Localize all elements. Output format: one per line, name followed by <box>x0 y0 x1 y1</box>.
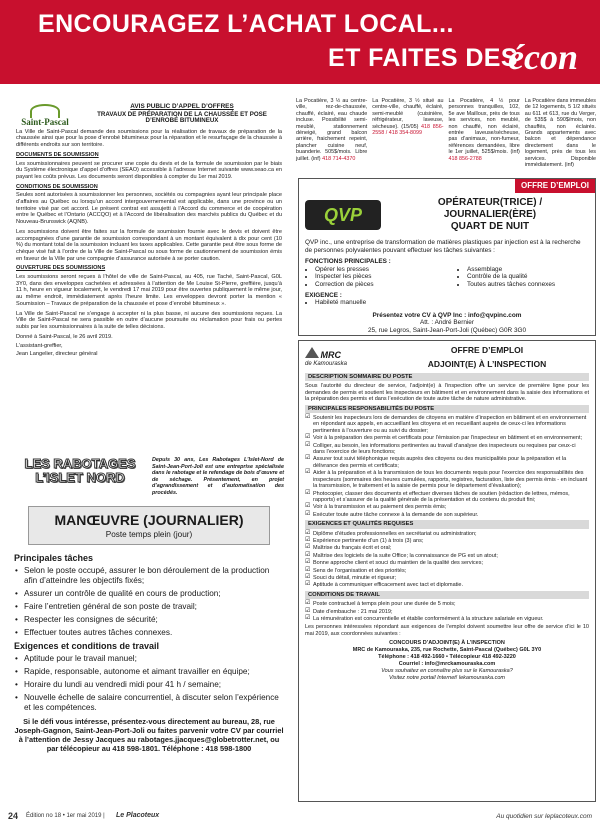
qvp-requirement-heading: EXIGENCE : <box>305 291 342 299</box>
qvp-functions-left: • Opérer les presses • Inspecter les pièces • Correction de pièces <box>305 266 437 289</box>
banner-line-1: ENCOURAGEZ L’ACHAT LOCAL... <box>38 10 454 38</box>
classified-item: La Pocatière, 3 ½ situé au centre-ville, chauffé, éclairé, semi-meublé (cuisinière, réfrigérateur, laveuse, sécheuse). (15/05) 418 856-2558 / 418 354-8099 <box>372 98 444 137</box>
paper-name: Le Placoteux <box>116 812 160 819</box>
notice-subtitle: TRAVAUX DE PRÉPARATION DE LA CHAUSSÉE ET POSE D’ENROBÉ BITUMINEUX <box>97 110 267 125</box>
notice-date: Donné à Saint-Pascal, le 26 avril 2019. <box>16 333 113 340</box>
mrc-email[interactable]: Courriel : info@mrckamouraska.com <box>398 661 496 668</box>
tasks-list: • Selon le poste occupé, assurer le bon déroulement de la production afin d’atteindre les objectifs fixés; • Assurer un contrôle de qualité en cours de production; • Faire l’entretien général de son poste de travail; • Respecter les consignes de sécurité; • Effectuer toutes autres tâches connexes. <box>14 566 284 638</box>
qvp-contact-email: Présentez votre CV à QVP Inc : info@qvpinc.com <box>372 311 522 319</box>
opening-heading: OUVERTURE DES SOUMISSIONS <box>16 265 106 272</box>
qvp-intro: QVP inc., une entreprise de transformation de matières plastiques par injection est à la recherche de personnes polyvalentes pouvant effectuer les tâches suivantes : <box>305 239 581 254</box>
mrc-promo-question: Vous souhaitez en connaître plus sur le Kamouraska? <box>381 668 513 675</box>
mrc-cond-heading: CONDITIONS DE TRAVAIL <box>305 591 589 599</box>
requirements-list: • Aptitude pour le travail manuel; • Rapide, responsable, autonome et aimant travailler en équipe; • Horaire du lundi au vendredi midi pour 41 h / semaine; • Nouvelle échelle de salaire concurrentiel, à discuter selon l’expérience et les compétences. <box>14 654 284 713</box>
classified-item: La Pocatière dans immeubles de 12 logements, 5 1/2 situés au 611 et 613, rue du Verger, de 535$ à 590$/mois, non chauffés, non éclairés. Grands appartements avec balcon et dépendance directement dans le logement, près de tous les services. Disponible immédiatement. (inf) <box>524 98 596 169</box>
rabotages-contact: Si le défi vous intéresse, présentez-vous directement au bureau, 28, rue Joseph-Gagnon, Saint-Jean-Port-Joli ou faites parvenir votre CV par courriel à l’attention de Jessy Jacques au rabotages.jjacques@globetrotter.net, ou par télécopieur au 418 598-1801. Téléphone : 418 598-1800 <box>14 717 284 753</box>
rabotages-title: MANŒUVRE (JOURNALIER) <box>54 512 244 528</box>
notice-title: AVIS PUBLIC D’APPEL D’OFFRES <box>130 103 234 110</box>
mountain-icon <box>305 347 319 358</box>
qvp-contact-attention: Att. : André Bernier <box>420 319 474 327</box>
mrc-desc-heading: DESCRIPTION SOMMAIRE DU POSTE <box>305 373 589 381</box>
qvp-requirement: • Habileté manuelle <box>305 299 589 307</box>
conditions-text: Seules sont autorisées à soumissionner les personnes, sociétés ou compagnies ayant leur principale place d’affaires au Québec ou lorsqu’un accord intergouvernemental est applicable, dans une province ou un territoire visé par cet accord. Le présent contrat est assujetti à l’Accord du commerce et de coopération entre le Québec et l’Ontario (ACCQO) et à l’Accord de libéralisation des marchés publics du Québec et du Nouveau-Brunswick (AQNB). <box>16 192 282 226</box>
classified-item: La Pocatière, 4 ½ pour personnes tranquilles, 102, 5e ave Mailloux, près de tous les services, non meublé, non chauffé, non éclairé, entrée laveuse/sécheuse, pas d’animaux, non-fumeur, références demandées, libre le 1er juillet, 525$/mois. (inf) 418 856-2788 <box>448 98 520 162</box>
page-number: 24 <box>8 811 19 821</box>
job-offer-tab: OFFRE D’EMPLOI <box>515 179 595 193</box>
mrc-contest-name: CONCOURS D’ADJOINT(E) À L’INSPECTION <box>389 640 505 647</box>
rental-classifieds <box>296 98 596 176</box>
rabotages-title-box <box>28 506 270 545</box>
classified-item: La Pocatière, 3 ½ au centre-ville, rez-de-chaussée, chauffé, éclairé, eau chaude incluse. Possibilité semi-meublé, stationnement déneigé, grand balcon arrière, fraichement repeint, plancher cuisine neuf, buanderie. 505$/mois. Libre juillet. (inf) 418 714-4370 <box>296 98 368 162</box>
mrc-offer-label: OFFRE D’EMPLOI <box>450 345 524 355</box>
mrc-job-ad <box>298 340 596 802</box>
qvp-logo: QVP <box>305 200 381 230</box>
header-banner <box>0 0 600 84</box>
qvp-job-title: OPÉRATEUR(TRICE) / JOURNALIER(ÈRE) <box>437 197 543 220</box>
qvp-job-ad <box>298 178 596 336</box>
edition-info: Édition no 18 • 1er mai 2019 | <box>26 813 105 819</box>
mrc-resp-heading: PRINCIPALES RESPONSABILITÉS DU POSTE <box>305 405 589 413</box>
notice-signature-role: L’assistant-greffier, <box>16 343 63 350</box>
documents-text: Les soumissionnaires peuvent se procurer une copie du devis et de la formule de soumission par le biais du Système électronique d’appel d’offres (SEAO) accessible à l’adresse Internet suivante www.seao.ca en payant les coûts prévus. Les documents seront disponibles à compter du 1er mai 2019. <box>16 160 282 180</box>
disclaimer-text: La Ville de Saint-Pascal ne s’engage à accepter ni la plus basse, ni aucune des soumissions reçues. La Ville de Saint-Pascal ne sera passible en outre d’aucune poursuite ou réclamation pour frais ou pertes subis par les soumissionnaires à la suite de telles décisions. <box>16 310 282 330</box>
mrc-description: Sous l’autorité du directeur de service, l’adjoint(e) à l’inspection offre un service de première ligne pour les demandes de permis et soutient les inspecteurs en bâtiment et en environnement dans la saisie des informations et la préparation des permis et dans l’exécution de toute autre tâche de nature administrative. <box>305 383 589 403</box>
mrc-responsibilities: ☑ Soutenir les inspecteurs lors de demandes de citoyens en matière d’inspection en bâtiment et en environnement en répondant aux appels, en accueillant les citoyens et en recueillant auprès de ceux-ci les informations pertinentes à l’ouverture ou au suivi du dossier; ☑ Voir à la préparation des permis et certificats pour l’émission par l’inspecteur en bâtiment et en environnement; ☑ Colliger, au besoin, les informations pertinentes au travail d’analyse des inspecteurs ou requises par ceux-ci dans l’exercice de leurs fonctions; ☑ Assurer tout suivi téléphonique requis auprès des citoyens ou des municipalités pour la préparation et la délivrance des permis et certificats; ☑ Aider à la préparation et à la transmission de tous les documents requis pour l’exercice des responsabilités des inspecteurs (sommaires des heures cumulées, rapports, registres, facturation, liste des permis émis - en incluant la transmission, le traitement et la saisie de permis pour le département d’évaluation); ☑ Photocopier, classer des documents et effectuer diverses tâches de soutien (rédaction de lettres, mémos, rapports) et s’assurer de la qualité générale de la présentation et du contenu du produit fini; ☑ Voir à la transmission et au paiement des permis émis; ☑ Exécuter toute autre tâche connexe à la demande de son supérieur. <box>305 415 589 518</box>
guarantee-text: Les soumissions doivent être faites sur la formule de soumission fournie avec le devis et doivent être accompagnées d’une garantie de soumission correspondant à un montant équivalent à dix pour cent (10 %) du montant total de la soumission incluant les taxes applicables. Cette garantie peut être sous forme de chèque visé fait à l’ordre de la Ville de Saint-Pascal ou sous forme de cautionnement de soumission émis en faveur de la Ville par une compagnie d’assurance autorisée à se porter caution. <box>16 228 282 262</box>
rabotages-blurb: Depuis 30 ans, Les Rabotages L’Islet-Nord de Saint-Jean-Port-Joli est une entreprise spécialisée dans le rabotage et le refendage de bois d’œuvre et de séchage. Présentement, en projet d’agrandissement et d’automatisation des procédés. <box>152 457 284 496</box>
mrc-requirements: ☑ Diplôme d’études professionnelles en secrétariat ou administration; ☑ Expérience pertinente d’un (1) à trois (3) ans; ☑ Maîtrise du français écrit et oral; ☑ Maîtrise des logiciels de la suite Office; la connaissance de PG est un atout; ☑ Bonne approche client et souci du maintien de la qualité des services; ☑ Sens de l’organisation et des priorités; ☑ Souci du détail, minutie et rigueur; ☑ Aptitude à communiquer efficacement avec tact et diplomatie. <box>305 531 589 589</box>
footer-website: Au quotidien sur leplacoteux.com <box>496 813 592 820</box>
mrc-logo: MRC de Kamouraska <box>305 347 385 367</box>
qvp-functions-heading: FONCTIONS PRINCIPALES : <box>305 258 391 266</box>
banner-script-word: écon <box>508 37 578 77</box>
notice-signature-name: Jean Langelier, directeur général <box>16 351 98 358</box>
qvp-contact-address: 25, rue Legros, Saint-Jean-Port-Joli (Québec) G0R 3G0 <box>367 326 527 334</box>
mrc-phone: Téléphone : 418 492-1660 • Télécopieur 418 492-3220 <box>378 654 516 661</box>
mrc-apply-text: Les personnes intéressées répondant aux exigences de l’emploi doivent soumettre leur offre de service d’ici le 10 mai 2019, aux coordonnées suivantes : <box>305 624 589 637</box>
mrc-req-heading: EXIGENCES ET QUALITÉS REQUISES <box>305 520 589 528</box>
mrc-portal-link[interactable]: Visitez notre portail Internet! lekamouraska.com <box>388 675 506 682</box>
rabotages-subtitle: Poste temps plein (jour) <box>105 530 193 539</box>
banner-line-2: ET FAITES DES <box>328 44 518 72</box>
saint-pascal-notice <box>8 98 290 450</box>
mrc-address: MRC de Kamouraska, 235, rue Rochette, Saint-Pascal (Québec) G0L 3Y0 <box>352 647 542 654</box>
opening-text: Les soumissions seront reçues à l’hôtel de ville de Saint-Pascal, au 405, rue Taché, Saint-Pascal, G0L 3Y0, dans des enveloppes cachetées et adressées à l’attention de Me Louise St-Pierre, greffière, jusqu’à 11 h, heure en vigueur localement, le vendredi 17 mai 2019 pour être ouvertes publiquement le même jour, au même endroit, immédiatement après l’heure limite. Les enveloppes devront porter la mention « Soumission – Travaux de préparation de la chaussée et pose d’enrobé bitumineux ». <box>16 274 282 307</box>
conditions-heading: CONDITIONS DE SOUMISSION <box>16 183 98 190</box>
qvp-shift: QUART DE NUIT <box>450 221 530 232</box>
saint-pascal-logo: Saint-Pascal <box>16 104 74 126</box>
notice-intro: La Ville de Saint-Pascal demande des soumissions pour la réalisation de travaux de préparation de la chaussée ainsi que pour la pose d’enrobé bitumineux pour la réparation et le resurfaçage de la chaussée à différents endroits sur son territoire. <box>16 128 282 149</box>
page-footer <box>0 804 600 829</box>
mrc-job-title: ADJOINT(E) À L’INSPECTION <box>427 359 547 369</box>
requirements-heading: Exigences et conditions de travail <box>14 641 160 651</box>
mrc-conditions: ☑ Poste contractuel à temps plein pour une durée de 5 mois; ☑ Date d’embauche : 21 mai 2019; ☑ La rémunération est concurrentielle et établie conformément à la structure salariale en vigueur. <box>305 601 589 622</box>
documents-heading: DOCUMENTS DE SOUMISSION <box>16 151 99 158</box>
qvp-functions-right: • Assemblage • Contrôle de la qualité • Toutes autres tâches connexes <box>457 266 589 289</box>
tasks-heading: Principales tâches <box>14 553 94 563</box>
rabotages-job-ad <box>8 453 290 801</box>
rabotages-logo: LES RABOTAGES L’ISLET NORD <box>24 456 136 485</box>
sun-icon <box>30 104 60 118</box>
